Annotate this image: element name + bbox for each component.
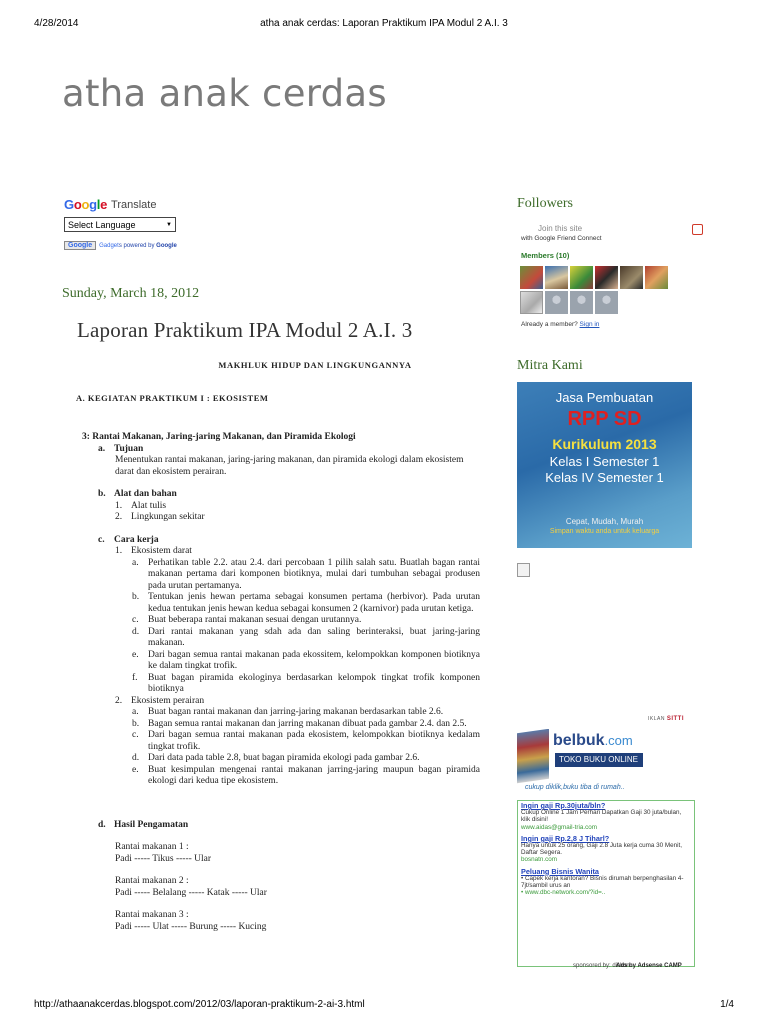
step-letter: d. <box>132 753 140 763</box>
gadget-text-mid: s powered by <box>118 242 155 249</box>
add-to-google-button[interactable]: Google <box>64 241 96 250</box>
member-avatars <box>520 266 707 314</box>
banner-line: Kurikulum 2013 <box>552 436 657 452</box>
banner-line: Kelas I Semester 1 <box>549 454 660 469</box>
cara-label: c. <box>98 534 105 545</box>
step-text: Dari bagan semua rantai makanan pada ekosistem, kelompokkan biotiknya kedalam tingkat trofik. <box>148 730 480 752</box>
alat-label: b. <box>98 489 106 499</box>
step-letter: b. <box>132 718 140 729</box>
tujuan-label: a. <box>98 443 106 454</box>
sitti-prefix: IKLAN <box>648 716 665 722</box>
hasil-heading <box>98 820 480 832</box>
avatar[interactable] <box>520 291 543 314</box>
food-chain-label: Rantai makanan 3 : <box>115 910 189 920</box>
avatar[interactable] <box>645 266 668 289</box>
food-chain-2 <box>115 876 480 899</box>
cara-heading <box>98 535 480 547</box>
avatar[interactable] <box>570 266 593 289</box>
list-text: Ekosistem darat <box>131 546 192 556</box>
step-item <box>132 615 480 627</box>
gadget-text-post: Google <box>156 242 177 249</box>
ad-url[interactable]: • www.dbc-network.com/?id=.. <box>521 889 606 897</box>
step-text: Dari data pada table 2.8, buat bagan piramida ekologi pada gambar 2.6. <box>148 753 420 763</box>
avatar[interactable] <box>595 266 618 289</box>
ad-item[interactable] <box>518 801 694 834</box>
list-number: 2. <box>115 695 123 706</box>
food-chain-text: Padi ----- Ulat ----- Burung ----- Kucing <box>115 921 267 932</box>
food-chain-label: Rantai makanan 2 : <box>115 876 189 886</box>
language-select-value: Select Language <box>68 219 136 230</box>
expand-icon[interactable] <box>692 224 703 235</box>
step-letter: a. <box>132 707 139 717</box>
food-chain-1 <box>115 842 480 865</box>
cara-title: Cara kerja <box>114 534 159 545</box>
step-letter: a. <box>132 557 139 568</box>
gadget-text-pre: Gadget <box>99 242 119 249</box>
join-site-link[interactable]: Join this site <box>538 224 583 233</box>
ad-description: Hanya untuk 25 orang, Gaji 2.8 Juta kerja cuma 30 Menit, Daftar Segera. <box>521 842 683 857</box>
step-item <box>132 707 480 719</box>
step-letter: d. <box>132 626 140 637</box>
avatar[interactable] <box>545 266 568 289</box>
tujuan-text: Menentukan rantai makanan, jaring-jaring makanan, dan piramida ekologi dalam ekosistem darat dan ekosistem perairan. <box>115 455 464 477</box>
sign-in-link[interactable]: Sign in <box>579 321 600 328</box>
step-text: Buat bagan piramida ekologinya berdasarkan kelompok tingkat trofik komponen biotiknya <box>148 672 480 694</box>
print-title: atha anak cerdas: Laporan Praktikum IPA Modul 2 A.I. 3 <box>260 18 508 29</box>
gadget-attribution <box>64 241 264 250</box>
step-item <box>132 650 480 673</box>
step-letter: e. <box>132 764 139 775</box>
food-chain-text: Padi ----- Belalang ----- Katak ----- Ular <box>115 887 267 898</box>
already-member-text: Already a member? <box>521 321 578 328</box>
step-text: Buat kesimpulan mengenai rantai makanan jarring-jaring maupun bagan piramida ekologi dari kedua tipe ekosistem. <box>148 764 480 786</box>
section-a-heading: A. KEGIATAN PRAKTIKUM I : EKOSISTEM <box>76 392 269 403</box>
alat-heading <box>98 489 480 501</box>
list-number: 1. <box>115 500 123 511</box>
step-text: Bagan semua rantai makanan dan jarring makanan dibuat pada gambar 2.4. dan 2.5. <box>148 718 467 729</box>
followers-title: Followers <box>517 196 573 211</box>
post-date: Sunday, March 18, 2012 <box>62 286 200 301</box>
gadgets-link[interactable] <box>99 243 177 249</box>
print-url: http://athaanakcerdas.blogspot.com/2012/03/laporan-praktikum-2-ai-3.html <box>34 999 365 1010</box>
step-text: Tentukan jenis hewan pertama sebagai konsumen pertama (herbivor). Pada urutan kedua tentukan jenis hewan kedua sebagai konsumen 2 (karnivor) pada urutan ketiga. <box>148 592 480 614</box>
food-chain-label: Rantai makanan 1 : <box>115 842 189 852</box>
ad-url[interactable]: www.aidas@gmail-tria.com <box>521 823 598 831</box>
ad-title[interactable]: Peluang Bisnis Wanita <box>521 866 599 876</box>
text-ads-box <box>517 800 695 967</box>
banner-line: Kelas IV Semester 1 <box>545 470 664 485</box>
step-item <box>132 627 480 650</box>
step-letter: c. <box>132 730 139 740</box>
belbuk-logo <box>553 732 633 750</box>
already-member <box>521 321 707 328</box>
post-title[interactable]: Laporan Praktikum IPA Modul 2 A.I. 3 <box>77 318 413 342</box>
ad-description: Cukup Online 1 Jam Perhari Dapatkan Gaji 30 juta/bulan, klik disini! <box>521 809 682 824</box>
step-text: Perhatikan table 2.2. atau 2.4. dari percobaan 1 pilih salah satu. Buatlah bagan rantai makanan pertama dari komponen biotiknya, mulai dari tumbuhan sebagai produsen pada urutan pertamanya. <box>148 557 480 591</box>
step-item <box>132 719 480 731</box>
step-text: Dari bagan semua rantai makanan pada ekossitem, kelompokkan komponen biotiknya ke dalam tingkat trofik. <box>148 649 480 671</box>
step-text: Dari rantai makanan yang sdah ada dan saling berinteraksi, buat jaring-jaring makanan. <box>148 626 480 648</box>
belbuk-brand: belbuk <box>553 732 605 749</box>
step-letter: f. <box>132 672 138 683</box>
food-chain-3 <box>115 910 480 933</box>
step-item <box>132 592 480 615</box>
alat-title: Alat dan bahan <box>114 489 177 499</box>
belbuk-ad-banner[interactable] <box>517 729 697 797</box>
ad-item[interactable] <box>518 867 694 900</box>
hasil-title: Hasil Pengamatan <box>114 819 189 830</box>
step-text: Buat bagan rantai makanan dan jarring-jaring makanan berdasarkan table 2.6. <box>148 707 444 717</box>
translate-label: Translate <box>111 198 157 211</box>
ads-by: Ads by Adsense CAMP <box>616 963 682 969</box>
avatar[interactable] <box>620 266 643 289</box>
step-letter: e. <box>132 649 139 660</box>
belbuk-slogan: cukup diklik,buku tiba di rumah.. <box>525 784 625 791</box>
ad-title[interactable]: Ingin gaji Rp.2,8 J Tiharl? <box>521 833 610 843</box>
chevron-down-icon: ▼ <box>166 221 172 228</box>
list-item <box>115 512 480 524</box>
followers-widget <box>517 196 707 328</box>
step-item <box>132 753 480 765</box>
section-3-heading: 3: Rantai Makanan, Jaring-jaring Makanan, dan Piramida Ekologi <box>82 432 356 442</box>
list-item <box>115 501 480 513</box>
belbuk-tld: .com <box>604 733 633 748</box>
banner-line: RPP SD <box>567 408 642 430</box>
tujuan-heading <box>98 444 480 456</box>
list-text: Ekosistem perairan <box>131 695 205 706</box>
broken-image-icon <box>517 563 530 577</box>
list-item <box>115 696 480 708</box>
list-number: 1. <box>115 546 123 556</box>
rpp-ad-banner[interactable] <box>517 382 692 548</box>
banner-line: Cepat, Mudah, Murah <box>565 517 644 526</box>
ad-title[interactable]: Ingin gaji Rp.30juta/bln? <box>521 801 606 810</box>
members-count[interactable]: Members (10) <box>521 251 570 260</box>
language-select[interactable] <box>64 217 176 232</box>
banner-line: Jasa Pembuatan <box>555 390 654 405</box>
document-heading: MAKHLUK HIDUP DAN LINGKUNGANNYA <box>218 360 412 370</box>
tujuan-title: Tujuan <box>114 443 144 454</box>
step-letter: c. <box>132 615 139 625</box>
list-item <box>115 546 480 558</box>
list-text: Alat tulis <box>131 500 167 511</box>
hasil-label: d. <box>98 819 106 830</box>
google-translate-widget <box>64 197 264 250</box>
avatar[interactable] <box>520 266 543 289</box>
ad-item[interactable] <box>518 834 694 867</box>
ad-description: • Capek kerja kantoran? Bisnis dirumah berpenghasilan 4-7jt/sambil urus an <box>521 874 684 890</box>
print-date: 4/28/2014 <box>34 18 79 29</box>
banner-line: Simpan waktu anda untuk keluarga <box>549 528 660 535</box>
step-item <box>132 558 480 593</box>
step-letter: b. <box>132 592 140 602</box>
sitti-brand: SITTI <box>666 716 685 722</box>
step-item <box>132 765 480 788</box>
step-item <box>132 673 480 696</box>
post-body <box>60 360 480 933</box>
blog-title[interactable]: atha anak cerdas <box>62 72 387 115</box>
step-item <box>132 730 480 753</box>
print-page-number: 1/4 <box>720 999 734 1010</box>
google-logo: Google <box>64 197 108 212</box>
food-chain-text: Padi ----- Tikus ----- Ular <box>115 853 212 864</box>
gfc-text: with Google Friend Connect <box>521 235 602 242</box>
avatar[interactable] <box>545 291 568 314</box>
avatar[interactable] <box>595 291 618 314</box>
book-stack-icon <box>517 729 549 783</box>
list-text: Lingkungan sekitar <box>131 512 205 522</box>
avatar[interactable] <box>570 291 593 314</box>
ads-sponsored: sponsored by: diskon <box>573 963 630 969</box>
mitra-title: Mitra Kami <box>517 358 583 373</box>
step-text: Buat beberapa rantai makanan sesuai dengan urutannya. <box>148 615 362 625</box>
belbuk-tagline: TOKO BUKU ONLINE <box>559 755 638 764</box>
print-footer <box>34 999 734 1010</box>
ad-url[interactable]: bosnatn.com <box>521 856 558 864</box>
sitti-badge <box>648 716 684 722</box>
list-number: 2. <box>115 512 123 522</box>
